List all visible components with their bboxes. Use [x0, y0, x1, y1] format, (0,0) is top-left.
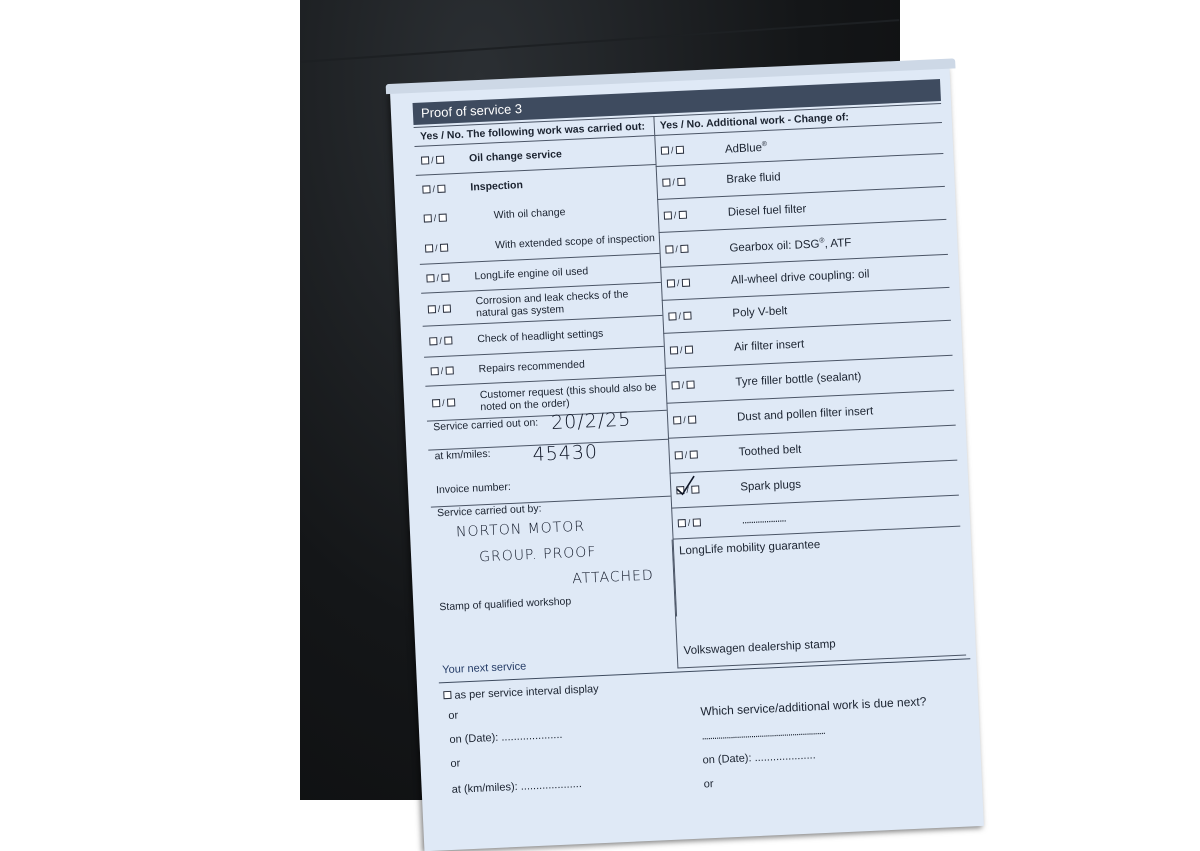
item-label: .................... [741, 512, 786, 527]
item-label: Inspection [470, 179, 524, 194]
yes-no-boxes[interactable]: / [423, 335, 471, 347]
yes-no-boxes[interactable]: / [415, 154, 463, 166]
next-date-field[interactable]: on (Date): .................... [449, 728, 563, 746]
yes-no-boxes[interactable]: / [669, 448, 723, 460]
seat-seam [301, 19, 900, 63]
next-km-field[interactable]: at (km/miles): .................... [451, 778, 583, 796]
item-label: Tyre filler bottle (sealant) [735, 370, 862, 389]
yes-no-boxes[interactable]: / [656, 176, 710, 188]
interval-option-label: as per service interval display [454, 683, 599, 702]
right-column [653, 103, 966, 668]
yes-no-boxes[interactable]: / [658, 209, 712, 221]
next-service-heading: Your next service [438, 640, 970, 683]
yes-no-boxes[interactable]: / [424, 365, 472, 377]
service-date-handwritten[interactable]: 20/2/25 [550, 408, 632, 435]
invoice-label: Invoice number: [435, 480, 512, 497]
item-label: Diesel fuel filter [727, 203, 807, 219]
next-work-question: Which service/additional work is due next? [700, 694, 927, 719]
form-title: Proof of service 3 [413, 79, 941, 125]
or-text: or [448, 709, 459, 722]
yes-no-boxes[interactable]: / [419, 242, 467, 254]
yes-no-boxes[interactable]: / [670, 483, 724, 495]
yes-no-boxes[interactable]: / [659, 242, 713, 254]
item-label: Spark plugs [740, 478, 802, 494]
handwritten-line-3: ATTACHED [571, 567, 655, 588]
dealer-stamp-label: Volkswagen dealership stamp [683, 638, 836, 658]
item-label: LongLife engine oil used [474, 265, 589, 283]
item-label: Oil change service [468, 148, 563, 165]
yes-no-boxes[interactable]: / [672, 516, 726, 528]
checkbox[interactable] [443, 691, 451, 699]
yes-no-boxes[interactable]: / [665, 378, 719, 390]
item-label: All-wheel drive coupling: oil [730, 268, 870, 287]
item-label: Check of headlight settings [477, 327, 604, 346]
or-text: or [703, 778, 714, 791]
right-column-header: Yes / No. Additional work - Change of: [653, 104, 942, 136]
yes-no-boxes[interactable]: / [422, 303, 470, 315]
or-text: or [450, 757, 461, 770]
yes-no-boxes[interactable]: / [661, 276, 715, 288]
yes-no-boxes[interactable]: / [418, 212, 466, 224]
yes-no-boxes[interactable]: / [655, 144, 709, 156]
next-date-field-right[interactable]: on (Date): .................... [702, 749, 816, 767]
yes-no-boxes[interactable]: / [667, 413, 721, 425]
carried-out-by-box [431, 497, 676, 628]
yes-no-boxes[interactable]: / [416, 183, 464, 195]
item-label: Gearbox oil: DSG®, ATF [729, 236, 852, 255]
stamp-label: Stamp of qualified workshop [439, 595, 572, 614]
item-label: Air filter insert [733, 338, 805, 354]
item-label: With extended scope of inspection [494, 232, 656, 252]
checkmark-icon [676, 475, 697, 498]
carried-out-by-label: Service carried out by: [436, 502, 542, 520]
item-label: With oil change [493, 206, 566, 222]
item-label: AdBlue® [724, 140, 768, 156]
left-column [414, 116, 677, 627]
item-label: Corrosion and leak checks of the natural gas system [475, 288, 629, 320]
service-grid [414, 103, 965, 658]
left-column-header: Yes / No. The following work was carried out: [414, 117, 655, 147]
handwritten-line-2: GROUP. PROOF [478, 544, 597, 566]
km-handwritten[interactable]: 45430 [532, 440, 599, 466]
item-label: Repairs recommended [478, 358, 586, 376]
service-date-label: Service carried out on: [432, 416, 539, 434]
item-label: Toothed belt [738, 443, 802, 459]
yes-no-boxes[interactable]: / [664, 343, 718, 355]
longlife-label: LongLife mobility guarantee [678, 538, 821, 558]
photo-background [300, 0, 927, 800]
item-label: Dust and pollen filter insert [736, 405, 874, 424]
km-label: at km/miles: [434, 447, 491, 463]
item-label: Customer request (this should also be noted on the order) [479, 381, 657, 414]
next-work-field[interactable]: ............................................................ [701, 724, 826, 743]
service-booklet-page [390, 67, 984, 851]
interval-option[interactable] [443, 683, 599, 702]
yes-no-boxes[interactable]: / [662, 309, 716, 321]
yes-no-boxes[interactable]: / [420, 272, 468, 284]
item-label: Poly V-belt [732, 305, 788, 320]
item-label: Brake fluid [726, 171, 781, 186]
yes-no-boxes[interactable]: / [426, 397, 474, 409]
handwritten-line-1: NORTON MOTOR [455, 518, 586, 541]
